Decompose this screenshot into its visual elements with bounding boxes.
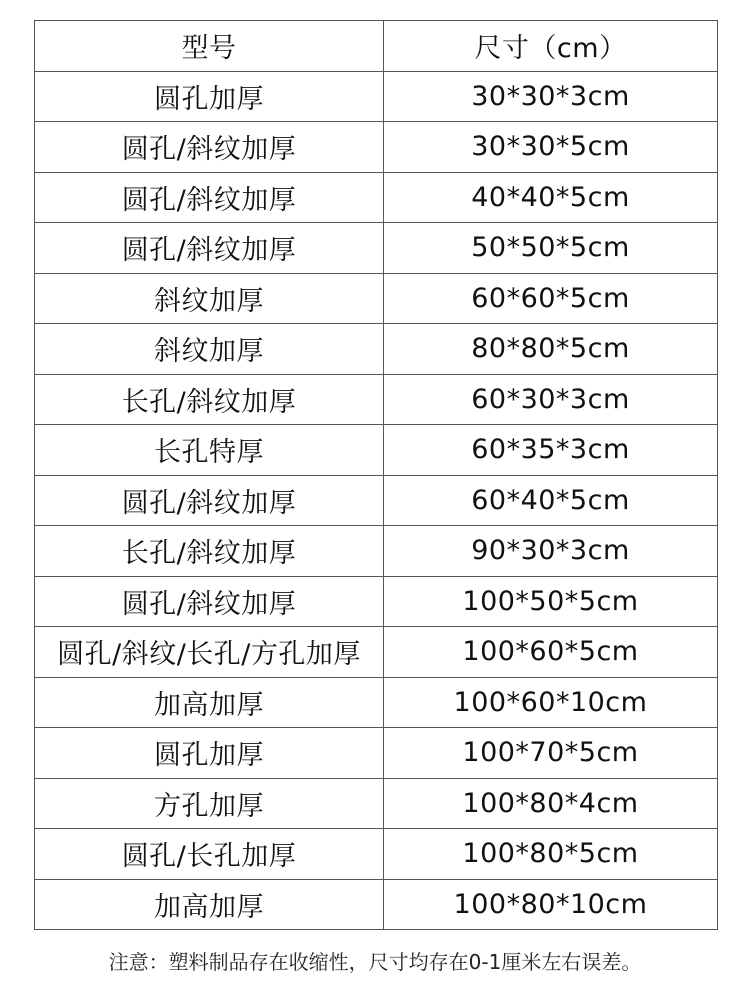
size-cell: 100*80*10cm — [384, 879, 718, 930]
model-cell: 长孔特厚 — [35, 425, 384, 476]
model-cell: 斜纹加厚 — [35, 273, 384, 324]
model-cell: 圆孔加厚 — [35, 71, 384, 122]
table-row — [35, 879, 718, 930]
table-row — [35, 172, 718, 223]
table-row — [35, 627, 718, 678]
size-cell: 60*40*5cm — [384, 475, 718, 526]
model-cell: 加高加厚 — [35, 677, 384, 728]
model-cell: 圆孔/斜纹加厚 — [35, 122, 384, 173]
table-row — [35, 677, 718, 728]
table-row — [35, 223, 718, 274]
header-row — [35, 21, 718, 72]
model-cell: 圆孔/斜纹加厚 — [35, 172, 384, 223]
model-cell: 长孔/斜纹加厚 — [35, 526, 384, 577]
size-cell: 90*30*3cm — [384, 526, 718, 577]
size-cell: 60*30*3cm — [384, 374, 718, 425]
table-row — [35, 526, 718, 577]
footnote: 注意：塑料制品存在收缩性，尺寸均存在0-1厘米左右误差。 — [108, 950, 642, 974]
table-header — [35, 21, 718, 72]
table-body — [35, 71, 718, 930]
table-row — [35, 576, 718, 627]
size-cell: 80*80*5cm — [384, 324, 718, 375]
header-size: 尺寸（cm） — [384, 21, 718, 72]
size-cell: 50*50*5cm — [384, 223, 718, 274]
size-cell: 100*60*5cm — [384, 627, 718, 678]
model-cell: 圆孔/斜纹加厚 — [35, 223, 384, 274]
model-cell: 圆孔/斜纹加厚 — [35, 576, 384, 627]
table-row — [35, 425, 718, 476]
model-cell: 斜纹加厚 — [35, 324, 384, 375]
size-cell: 30*30*3cm — [384, 71, 718, 122]
table-row — [35, 71, 718, 122]
model-cell: 圆孔/斜纹/长孔/方孔加厚 — [35, 627, 384, 678]
size-cell: 100*80*4cm — [384, 778, 718, 829]
table-row — [35, 273, 718, 324]
size-cell: 30*30*5cm — [384, 122, 718, 173]
table-row — [35, 728, 718, 779]
size-cell: 40*40*5cm — [384, 172, 718, 223]
size-cell: 100*50*5cm — [384, 576, 718, 627]
model-cell: 圆孔加厚 — [35, 728, 384, 779]
size-cell: 60*60*5cm — [384, 273, 718, 324]
table-row — [35, 829, 718, 880]
model-cell: 长孔/斜纹加厚 — [35, 374, 384, 425]
model-cell: 圆孔/斜纹加厚 — [35, 475, 384, 526]
size-cell: 100*80*5cm — [384, 829, 718, 880]
size-table-container — [34, 20, 717, 930]
header-model: 型号 — [35, 21, 384, 72]
table-row — [35, 122, 718, 173]
table-row — [35, 324, 718, 375]
table-row — [35, 374, 718, 425]
model-cell: 加高加厚 — [35, 879, 384, 930]
size-cell: 60*35*3cm — [384, 425, 718, 476]
model-cell: 圆孔/长孔加厚 — [35, 829, 384, 880]
model-cell: 方孔加厚 — [35, 778, 384, 829]
table-row — [35, 778, 718, 829]
size-cell: 100*70*5cm — [384, 728, 718, 779]
table-row — [35, 475, 718, 526]
size-cell: 100*60*10cm — [384, 677, 718, 728]
size-table — [34, 20, 718, 930]
